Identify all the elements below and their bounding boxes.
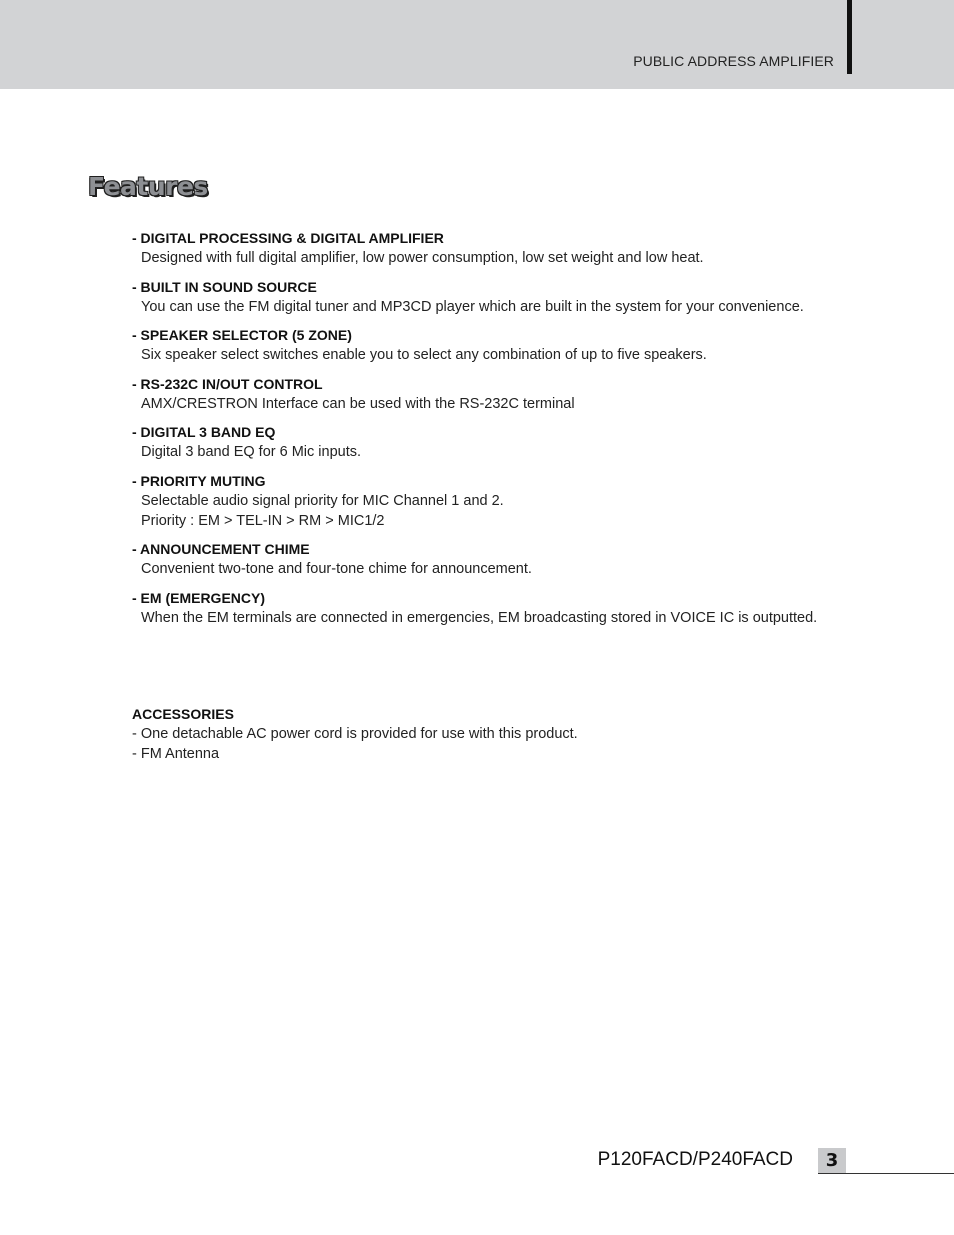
feature-description: When the EM terminals are connected in emergencies, EM broadcasting stored in VOICE IC is outputted. xyxy=(141,609,818,626)
feature-heading: - ANNOUNCEMENT CHIME xyxy=(132,541,310,557)
feature-description: Priority : EM > TEL-IN > RM > MIC1/2 xyxy=(141,512,385,529)
feature-item-priority-muting xyxy=(132,471,922,531)
feature-item-digital-eq xyxy=(132,422,922,462)
footer-model-name: P120FACD/P240FACD xyxy=(597,1149,793,1170)
section-title: Features xyxy=(88,172,208,201)
footer-divider xyxy=(818,1173,954,1174)
feature-item-sound-source xyxy=(132,277,922,317)
header-divider xyxy=(847,0,852,74)
feature-heading: - DIGITAL 3 BAND EQ xyxy=(132,424,276,440)
feature-item-announcement-chime xyxy=(132,539,922,579)
feature-item-speaker-selector xyxy=(132,325,922,365)
page-number: 3 xyxy=(818,1148,846,1174)
feature-heading: - BUILT IN SOUND SOURCE xyxy=(132,278,317,295)
accessory-item: - FM Antenna xyxy=(132,746,220,762)
feature-item-emergency xyxy=(132,588,922,628)
feature-item-rs232c xyxy=(132,374,922,414)
header-title: PUBLIC ADDRESS AMPLIFIER xyxy=(633,53,834,69)
feature-heading: - RS-232C IN/OUT CONTROL xyxy=(132,375,323,392)
feature-description: Six speaker select switches enable you to select any combination of up to five speakers. xyxy=(141,347,707,363)
feature-description: AMX/CRESTRON Interface can be used with the RS-232C terminal xyxy=(141,395,575,412)
feature-description: Selectable audio signal priority for MIC Channel 1 and 2. xyxy=(141,492,504,509)
header-band xyxy=(0,0,954,89)
feature-heading: - DIGITAL PROCESSING & DIGITAL AMPLIFIER xyxy=(132,230,444,246)
feature-heading: - EM (EMERGENCY) xyxy=(132,589,265,606)
accessories-heading: ACCESSORIES xyxy=(132,706,234,722)
feature-description: Digital 3 band EQ for 6 Mic inputs. xyxy=(141,444,362,460)
accessories-section xyxy=(132,704,832,764)
accessory-item: - One detachable AC power cord is provided for use with this product. xyxy=(132,726,578,742)
feature-item-digital-processing xyxy=(132,228,922,268)
feature-heading: - PRIORITY MUTING xyxy=(132,472,266,489)
feature-list xyxy=(132,228,922,636)
feature-description: You can use the FM digital tuner and MP3CD player which are built in the system for your convenience. xyxy=(141,298,804,315)
feature-heading: - SPEAKER SELECTOR (5 ZONE) xyxy=(132,327,352,343)
feature-description: Convenient two-tone and four-tone chime for announcement. xyxy=(141,561,532,577)
feature-description: Designed with full digital amplifier, low power consumption, low set weight and low heat. xyxy=(141,250,704,266)
